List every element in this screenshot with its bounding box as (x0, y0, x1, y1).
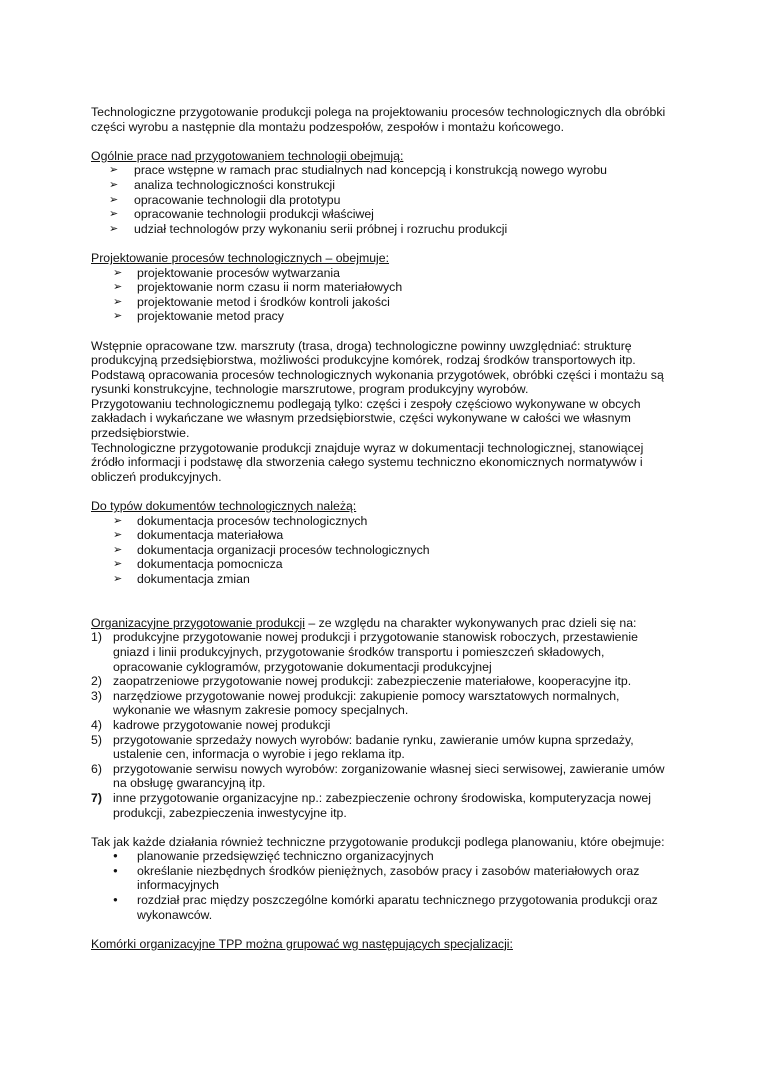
item-text: zaopatrzeniowe przygotowanie nowej produkcji: zabezpieczenie materiałowe, kooperacyjne itp. (113, 674, 632, 689)
list-item: ● określanie niezbędnych środków pieniężnych, zasobów pracy i zasobów materiałowych oraz informacyjnych (91, 864, 676, 893)
list-item: ➢ dokumentacja organizacji procesów technologicznych (91, 543, 676, 558)
list-item: ➢ dokumentacja zmian (91, 572, 676, 587)
item-number: 5) (91, 732, 102, 747)
list-item (91, 733, 676, 762)
final-heading: Komórki organizacyjne TPP można grupować wg następujących specjalizacji: (91, 936, 513, 951)
section2-heading: Projektowanie procesów technologicznych – obejmuje: (91, 250, 390, 265)
list-item (91, 718, 676, 733)
item-number: 2) (91, 674, 102, 689)
list-item: ➢ projektowanie norm czasu ii norm materiałowych (91, 280, 676, 295)
list-item (91, 630, 676, 674)
list-item: ➢ projektowanie metod i środków kontroli jakości (91, 295, 676, 310)
section4-heading-line (91, 616, 676, 631)
section5-intro: Tak jak każde działania również techniczne przygotowanie produkcji podlega planowaniu, które obejmuje: (91, 834, 665, 849)
list-item (91, 762, 676, 791)
paragraph: Technologiczne przygotowanie produkcji znajduje wyraz w dokumentacji technologicznej, stanowiącej źródło informacji i podstawę dla stworzenia całego systemu techniczno ekonomicznych normatywów i obliczeń produkcyjnych. (91, 440, 644, 484)
intro-paragraph: Technologiczne przygotowanie produkcji polega na projektowaniu procesów technologicznych dla obróbki części wyrobu a następnie dla montażu podzespołów, zespołów i montażu końcowego. (91, 105, 666, 134)
list-item (91, 791, 676, 820)
list-item: ➢ opracowanie technologii produkcji właściwej (91, 207, 676, 222)
item-number: 3) (91, 688, 102, 703)
item-text: przygotowanie serwisu nowych wyrobów: zorganizowanie własnej sieci serwisowej, zawieranie umów na obsługę gwarancyjną itp. (113, 761, 665, 791)
list-item (91, 674, 676, 689)
section4-heading-rest: – ze względu na charakter wykonywanych prac dzieli się na: (304, 615, 637, 630)
item-number: 7) (91, 790, 102, 805)
list-item (91, 689, 676, 718)
list-item: ● planowanie przedsięwzięć techniczno organizacyjnych (91, 849, 676, 864)
list-item: ➢ opracowanie technologii dla prototypu (91, 193, 676, 208)
section1-heading: Ogólnie prace nad przygotowaniem technologii obejmują: (91, 148, 404, 163)
section3-list (91, 514, 676, 587)
item-text: produkcyjne przygotowanie nowej produkcji i przygotowanie stanowisk roboczych, przestawienie gniazd i linii produkcyjnych, przygotowanie środków transportu i pomieszczeń składowych, opracowanie cyklogramów, przygotowanie dokumentacji produkcyjnej (113, 630, 638, 674)
list-item: ➢ dokumentacja procesów technologicznych (91, 514, 676, 529)
paragraph: Przygotowaniu technologicznemu podlegają tylko: części i zespoły częściowo wykonywane w obcych zakładach i wykańczane we własnym przedsiębiorstwie, części wykonywane w całości we własnym przedsiębiorstwie. (91, 396, 641, 441)
item-text: kadrowe przygotowanie nowej produkcji (113, 717, 331, 732)
list-item: ● rozdział prac między poszczególne komórki aparatu technicznego przygotowania produkcji oraz wykonawców. (91, 893, 676, 922)
item-text: inne przygotowanie organizacyjne np.: zabezpieczenie ochrony środowiska, komputeryzacja nowej produkcji, zabezpieczenia inwestycyjne itp. (113, 790, 651, 820)
item-number: 1) (91, 630, 102, 645)
item-text: przygotowanie sprzedaży nowych wyrobów: badanie rynku, zawieranie umów kupna sprzedaży, ustalenie cen, informacja o wyrobie i jego reklama itp. (113, 732, 634, 762)
paragraph: Podstawą opracowania procesów technologicznych wykonania przygotówek, obróbki części i montażu są rysunki konstrukcyjne, technologie marszrutowe, program produkcyjny wyrobów. (91, 367, 664, 397)
paragraph: Wstępnie opracowane tzw. marszruty (trasa, droga) technologiczne powinny uwzględniać: strukturę produkcyjną przedsiębiorstwa, możliwości produkcyjne komórek, rodzaj środków transportowych itp. (91, 338, 636, 368)
item-text: narzędziowe przygotowanie nowej produkcji: zakupienie pomocy warsztatowych normalnych, wykonanie we własnym zakresie pomocy specjalnych. (113, 688, 620, 718)
section4-heading: Organizacyjne przygotowanie produkcji (91, 615, 305, 630)
list-item: ➢ analiza technologiczności konstrukcji (91, 178, 676, 193)
list-item: ➢ prace wstępne w ramach prac studialnych nad koncepcją i konstrukcją nowego wyrobu (91, 163, 676, 178)
list-item: ➢ dokumentacja pomocnicza (91, 557, 676, 572)
section3-heading: Do typów dokumentów technologicznych należą: (91, 499, 357, 514)
section2-list (91, 266, 676, 324)
list-item: ➢ projektowanie procesów wytwarzania (91, 266, 676, 281)
document-page (91, 105, 676, 951)
item-number: 4) (91, 717, 102, 732)
item-number: 6) (91, 761, 102, 776)
list-item: ➢ projektowanie metod pracy (91, 309, 676, 324)
section5-list (91, 849, 676, 922)
list-item: ➢ udział technologów przy wykonaniu serii próbnej i rozruchu produkcji (91, 222, 676, 237)
section1-list (91, 163, 676, 236)
list-item: ➢ dokumentacja materiałowa (91, 528, 676, 543)
section4-list (91, 630, 676, 820)
